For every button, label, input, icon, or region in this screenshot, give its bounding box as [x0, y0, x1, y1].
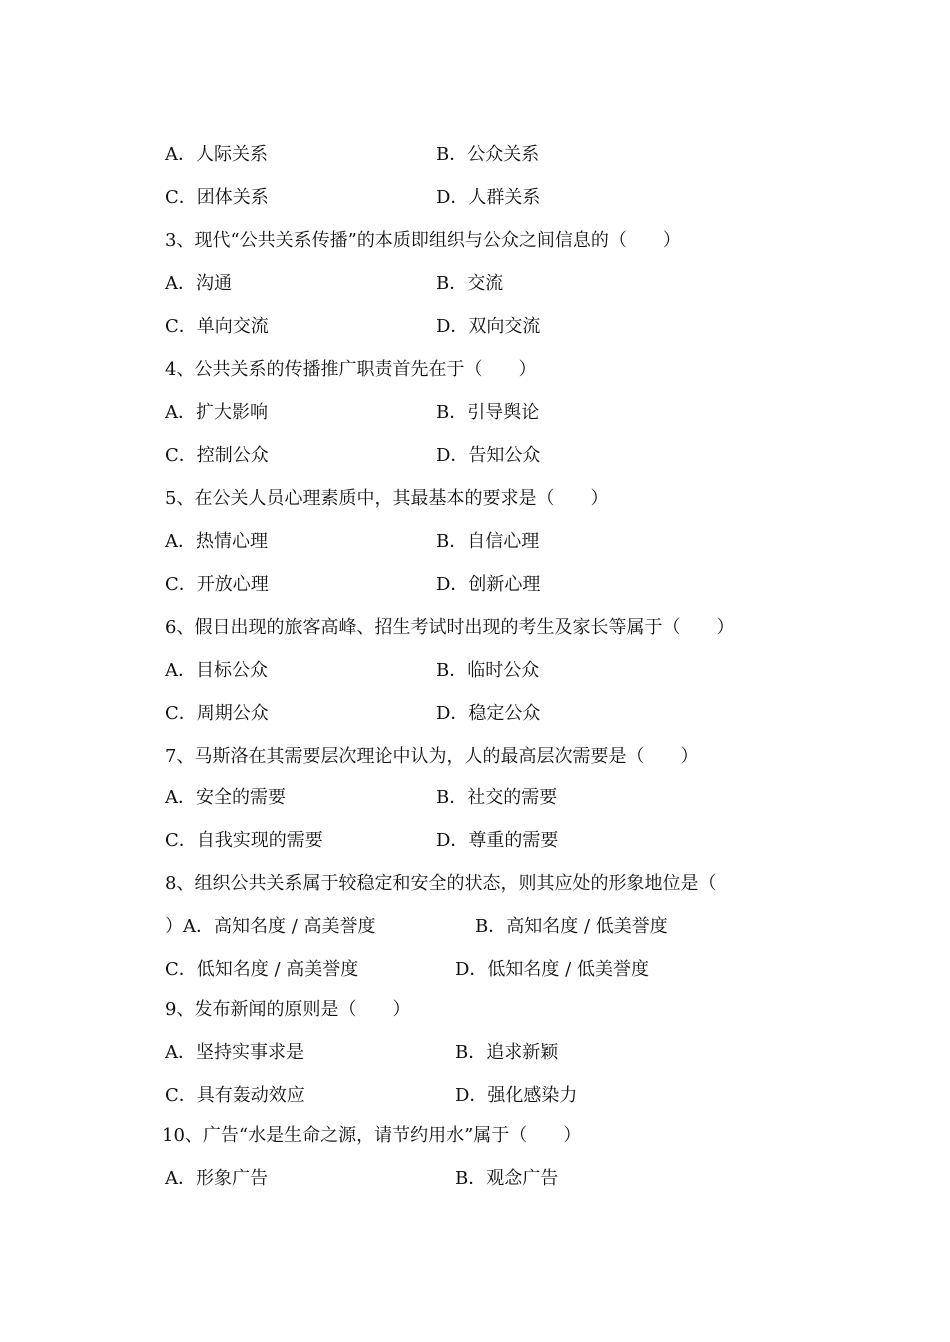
option-c: C．周期公众: [165, 703, 269, 724]
option-a: A．目标公众: [165, 660, 268, 681]
option-b: B．临时公众: [436, 660, 540, 681]
option-a: ）A．高知名度 / 高美誉度: [165, 916, 376, 937]
option-c: C．团体关系: [165, 187, 269, 208]
option-a: A．扩大影响: [165, 402, 268, 423]
option-c: C．单向交流: [165, 316, 269, 337]
option-a: A．形象广告: [165, 1168, 268, 1189]
option-d: D．强化感染力: [455, 1085, 578, 1106]
option-b: B．高知名度 / 低美誉度: [475, 916, 668, 937]
option-c: C．控制公众: [165, 445, 269, 466]
question-3-stem: 3、现代“公共关系传播”的本质即组织与公众之间信息的（ ）: [165, 230, 681, 251]
option-a: A．热情心理: [165, 531, 268, 552]
question-8-stem: 8、组织公共关系属于较稳定和安全的状态，则其应处的形象地位是（: [165, 873, 717, 894]
option-c: C．开放心理: [165, 574, 269, 595]
option-b: B．观念广告: [455, 1168, 559, 1189]
option-a: A．坚持实事求是: [165, 1042, 304, 1063]
option-d: D．告知公众: [436, 445, 541, 466]
option-b: B．追求新颖: [455, 1042, 559, 1063]
option-b: B．社交的需要: [436, 787, 558, 808]
option-b: B．交流: [436, 273, 504, 294]
option-b: B．公众关系: [436, 144, 540, 165]
option-c: C．低知名度 / 高美誉度: [165, 959, 359, 980]
question-10-stem: 10、广告“水是生命之源，请节约用水”属于（ ）: [162, 1125, 582, 1146]
option-d: D．低知名度 / 低美誉度: [455, 959, 649, 980]
option-d: D．双向交流: [436, 316, 541, 337]
question-6-stem: 6、假日出现的旅客高峰、招生考试时出现的考生及家长等属于（ ）: [165, 617, 735, 638]
option-a: A．沟通: [165, 273, 232, 294]
option-d: D．创新心理: [436, 574, 541, 595]
option-a: A．人际关系: [165, 144, 268, 165]
option-a: A．安全的需要: [165, 787, 286, 808]
question-7-stem: 7、马斯洛在其需要层次理论中认为，人的最高层次需要是（ ）: [165, 746, 699, 767]
option-b: B．引导舆论: [436, 402, 540, 423]
question-5-stem: 5、在公关人员心理素质中，其最基本的要求是（ ）: [165, 488, 609, 509]
option-d: D．稳定公众: [436, 703, 541, 724]
question-9-stem: 9、发布新闻的原则是（ ）: [165, 999, 411, 1020]
option-c: C．具有轰动效应: [165, 1085, 305, 1106]
question-4-stem: 4、公共关系的传播推广职责首先在于（ ）: [165, 359, 537, 380]
option-d: D．人群关系: [436, 187, 541, 208]
option-d: D．尊重的需要: [436, 830, 559, 851]
option-b: B．自信心理: [436, 531, 540, 552]
option-c: C．自我实现的需要: [165, 830, 323, 851]
